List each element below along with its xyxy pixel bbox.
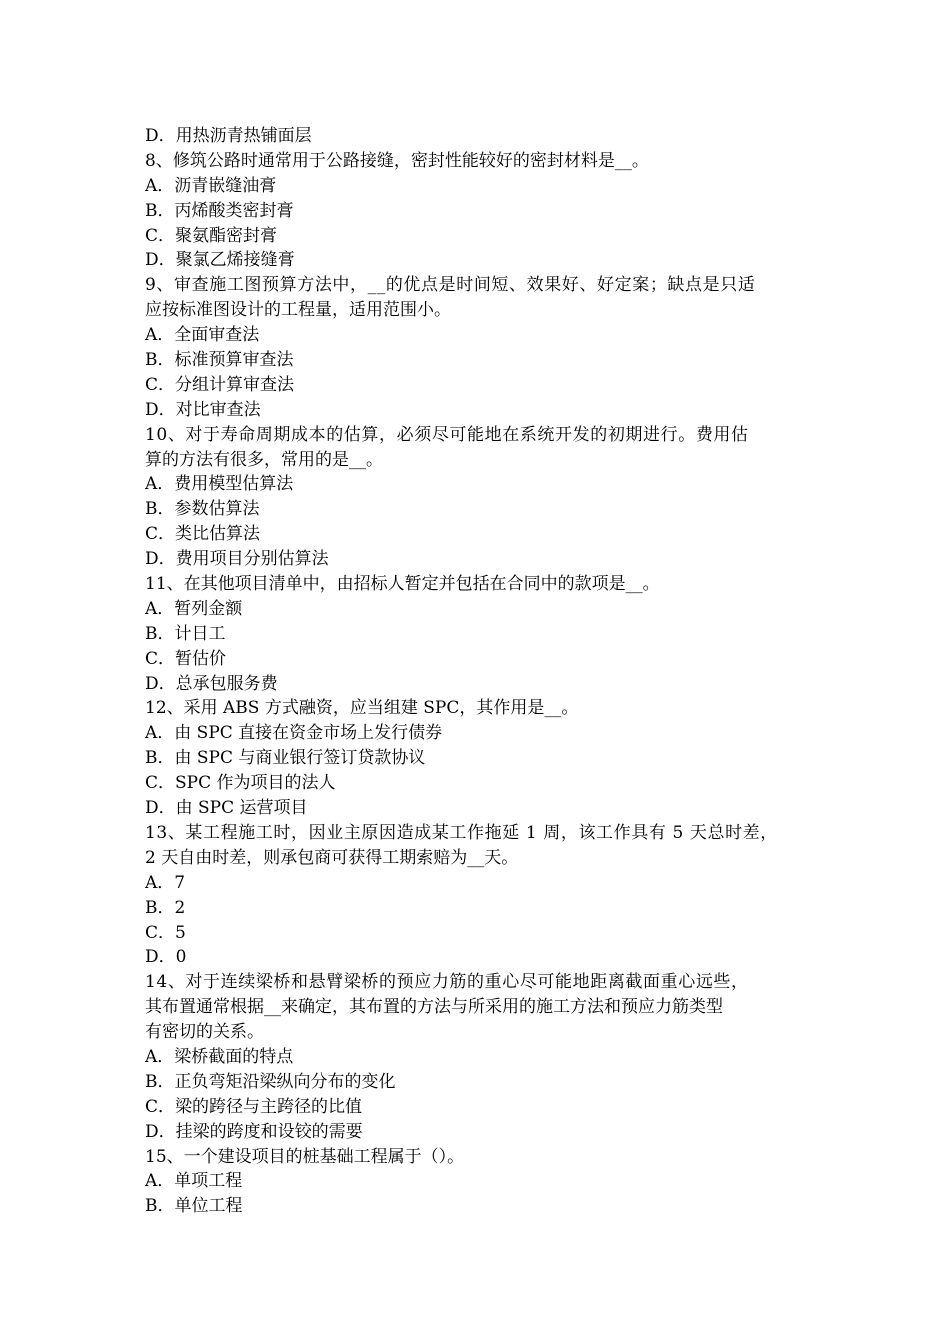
option-line: B．参数估算法 (145, 499, 260, 520)
option-line: D．对比审查法 (145, 399, 261, 420)
question-line: 8、修筑公路时通常用于公路接缝，密封性能较好的密封材料是__。 (145, 150, 649, 171)
option-line: B．丙烯酸类密封膏 (145, 200, 294, 221)
option-line: C．暂估价 (145, 648, 227, 669)
option-line: A．单项工程 (145, 1171, 243, 1192)
option-line: D．0 (145, 947, 187, 968)
question-line: 11、在其他项目清单中，由招标人暂定并包括在合同中的款项是__。 (145, 574, 660, 595)
option-line: A．沥青嵌缝油膏 (145, 175, 277, 196)
document-body (145, 124, 835, 1219)
option-line: D．挂梁的跨度和设铰的需要 (145, 1121, 363, 1142)
option-line: C．梁的跨径与主跨径的比值 (145, 1096, 363, 1117)
option-line: C．分组计算审查法 (145, 374, 295, 395)
option-line: D．由 SPC 运营项目 (145, 798, 308, 819)
question-line: 13、某工程施工时，因业主原因造成某工作拖延 1 周，该工作具有 5 天总时差， (145, 822, 778, 843)
option-line: B．正负弯矩沿梁纵向分布的变化 (145, 1071, 396, 1092)
option-line: A．费用模型估算法 (145, 474, 294, 495)
option-line: A．7 (145, 872, 186, 893)
option-line: B．由 SPC 与商业银行签订贷款协议 (145, 748, 426, 769)
option-line: C．SPC 作为项目的法人 (145, 773, 336, 794)
question-line: 10、对于寿命周期成本的估算，必须尽可能地在系统开发的初期进行。费用估 (145, 424, 749, 445)
option-line: B．计日工 (145, 623, 226, 644)
question-line: 14、对于连续梁桥和悬臂梁桥的预应力筋的重心尽可能地距离截面重心远些， (145, 972, 749, 993)
question-line-continued: 算的方法有很多，常用的是__。 (145, 449, 383, 470)
option-line: A．由 SPC 直接在资金市场上发行债券 (145, 723, 443, 744)
option-line: B．2 (145, 897, 186, 918)
option-line: D．费用项目分别估算法 (145, 549, 329, 570)
question-line-continued: 有密切的关系。 (145, 1022, 264, 1043)
question-line-continued: 应按标准图设计的工程量，适用范围小。 (145, 300, 451, 321)
option-line: A．全面审查法 (145, 325, 260, 346)
option-line: C．类比估算法 (145, 524, 261, 545)
question-line: 12、采用 ABS 方式融资，应当组建 SPC，其作用是__。 (145, 698, 579, 719)
option-line: D．总承包服务费 (145, 673, 278, 694)
option-line: B．标准预算审查法 (145, 350, 294, 371)
option-line: D．用热沥青热铺面层 (145, 126, 312, 146)
option-line: C．聚氨酯密封膏 (145, 225, 278, 246)
option-line: A．暂列金额 (145, 598, 243, 619)
question-line-continued: 2 天自由时差，则承包商可获得工期索赔为__天。 (145, 847, 519, 868)
option-line: A．梁桥截面的特点 (145, 1046, 294, 1067)
option-line: B．单位工程 (145, 1196, 243, 1217)
question-line: 9、审查施工图预算方法中，__的优点是时间短、效果好、好定案；缺点是只适 (145, 275, 756, 296)
option-line: C．5 (145, 922, 186, 943)
question-line: 15、一个建设项目的桩基础工程属于（）。 (145, 1146, 465, 1167)
option-line: D．聚氯乙烯接缝膏 (145, 250, 295, 271)
question-line-continued: 其布置通常根据__来确定，其布置的方法与所采用的施工方法和预应力筋类型 (145, 997, 723, 1018)
